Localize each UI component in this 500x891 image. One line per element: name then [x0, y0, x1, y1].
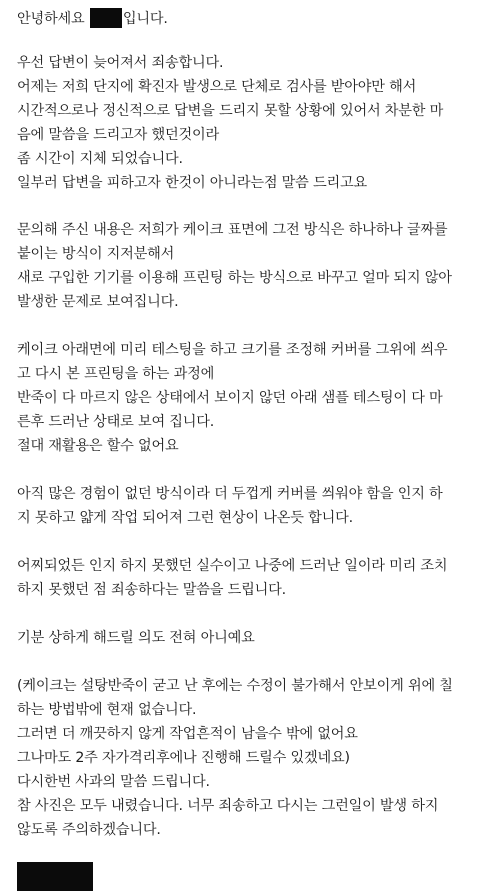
- text-line: 반죽이 다 마르지 않은 상태에서 보이지 않던 아래 샘플 테스팅이 다 마: [17, 390, 443, 406]
- text-line: 어찌되었든 인지 하지 못했던 실수이고 나중에 드러난 일이라 미리 조치: [17, 558, 448, 574]
- redacted-name-block: [90, 8, 122, 28]
- text-line: 문의해 주신 내용은 저희가 케이크 표면에 그전 방식은 하나하나 글짜를: [17, 222, 448, 238]
- text-line: 붙이는 방식이 지저분해서: [17, 246, 175, 262]
- text-line: 하지 못했던 점 죄송하다는 말씀을 드립니다.: [17, 582, 286, 598]
- redacted-signature-block: [17, 862, 93, 891]
- text-line: 른후 드러난 상태로 보여 집니다.: [17, 414, 215, 430]
- apology-line: 우선 답변이 늦어져서 죄송합니다.: [17, 55, 224, 71]
- text-line: 지 못하고 얇게 작업 되어져 그런 현상이 나온듯 합니다.: [17, 510, 353, 526]
- text-line: (케이크는 설탕반죽이 굳고 난 후에는 수정이 불가해서 안보이게 위에 칠: [17, 678, 453, 694]
- text-line: 어제는 저희 단지에 확진자 발생으로 단체로 검사를 받아야만 해서: [17, 79, 417, 95]
- text-line: 아직 많은 경험이 없던 방식이라 더 두껍게 커버를 씌워야 함을 인지 하: [17, 486, 443, 502]
- greeting-text-before: 안녕하세요: [17, 11, 89, 27]
- text-line: 일부러 답변을 피하고자 한것이 아니라는점 말씀 드리고요: [17, 175, 367, 191]
- text-line: 시간적으로나 정신적으로 답변을 드리지 못할 상황에 있어서 차분한 마: [17, 103, 444, 119]
- text-line: 그러면 더 깨끗하지 않게 작업흔적이 남을수 밖에 없어요: [17, 726, 358, 742]
- greeting-line: [17, 8, 168, 29]
- text-line: 좀 시간이 지체 되었습니다.: [17, 151, 183, 167]
- text-line: 않도록 주의하겠습니다.: [17, 822, 161, 838]
- text-line: 다시한번 사과의 말씀 드립니다.: [17, 774, 210, 790]
- text-line: 케이크 아래면에 미리 테스팅을 하고 크기를 조정해 커버를 그위에 씌우: [17, 342, 448, 358]
- greeting-text-after: 입니다.: [122, 11, 168, 27]
- text-line: 기분 상하게 해드릴 의도 전혀 아니예요: [17, 630, 255, 646]
- text-line: 고 다시 본 프린팅을 하는 과정에: [17, 366, 215, 382]
- text-line: 음에 말씀을 드리고자 했던것이라: [17, 127, 220, 143]
- text-line: 그나마도 2주 자가격리후에나 진행해 드릴수 있겠네요): [17, 750, 350, 766]
- text-line: 하는 방법밖에 현재 없습니다.: [17, 702, 197, 718]
- text-line: 새로 구입한 기기를 이용해 프린팅 하는 방식으로 바꾸고 얼마 되지 않아: [17, 270, 452, 286]
- text-line: 절대 재활용은 할수 없어요: [17, 438, 179, 454]
- text-line: 참 사진은 모두 내렸습니다. 너무 죄송하고 다시는 그런일이 발생 하지: [17, 798, 439, 814]
- text-line: 발생한 문제로 보여집니다.: [17, 294, 179, 310]
